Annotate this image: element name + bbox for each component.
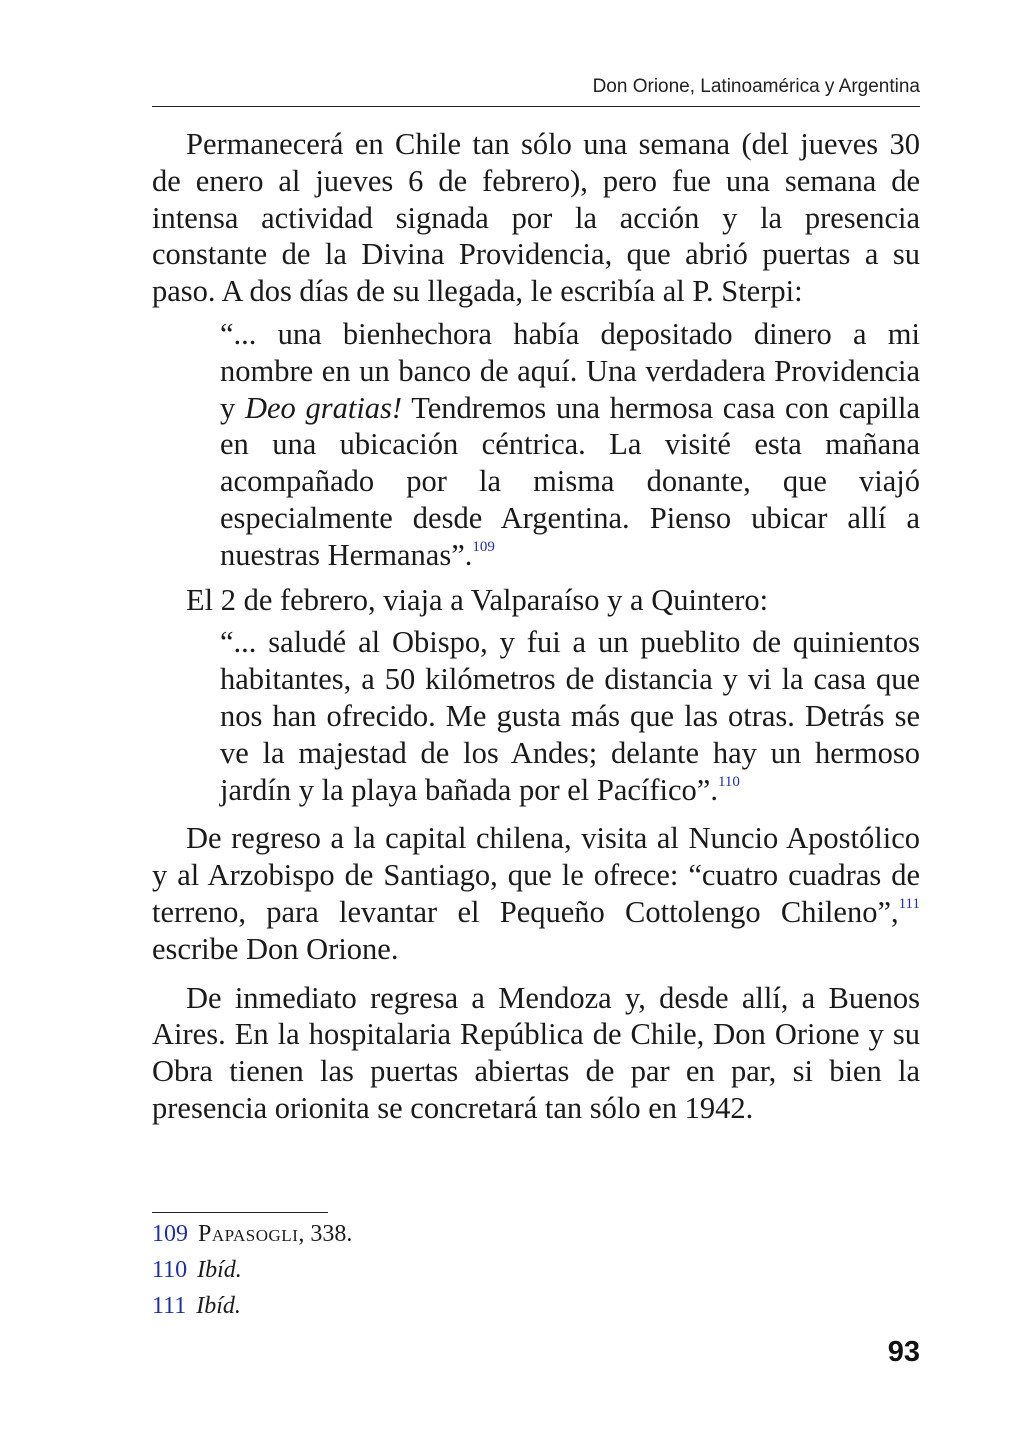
footnote-ref[interactable]: 110 xyxy=(717,773,740,790)
footnote-item xyxy=(152,1288,920,1324)
footnote-text: Ibíd. xyxy=(197,1257,242,1283)
quote-text: “... saludé al Obispo, y fui a un pueblito de quinientos habitantes, a 50 kilómetros de distancia y vi la casa que nos han ofrecido. Me gusta más que las otras. Detrás se ve la majestad de los Andes; delante hay un hermoso jardín y la playa bañada por el Pacífico”. xyxy=(220,625,920,807)
paragraph: Permanecerá en Chile tan sólo una semana (del jueves 30 de enero al jueves 6 de febrero), pero fue una semana de intensa actividad signada por la acción y la presencia constante de la Divina Providencia, que abrió puertas a su paso. A dos días de su llegada, le escribía al P. Sterpi: xyxy=(152,127,920,309)
footnote-number: 110 xyxy=(152,1257,188,1283)
footnotes xyxy=(152,1216,920,1324)
block-quote xyxy=(220,624,920,808)
footnote-item xyxy=(152,1216,920,1252)
footnote-number: 109 xyxy=(152,1221,188,1247)
footnote-divider xyxy=(152,1212,328,1213)
footnote-ref[interactable]: 111 xyxy=(898,895,920,912)
paragraph: De inmediato regresa a Mendoza y, desde allí, a Buenos Aires. En la hospitalaria República de Chile, Don Orione y su Obra tienen las puertas abiertas de par en par, si bien la presencia orionita se concretará tan sólo en 1942. xyxy=(152,980,920,1125)
block-quote xyxy=(220,316,920,574)
footnote-number: 111 xyxy=(152,1293,187,1319)
paragraph xyxy=(152,820,920,967)
paragraph: El 2 de febrero, viaja a Valparaíso y a Quintero: xyxy=(186,582,769,617)
quote-text: Tendremos una hermosa casa con capilla en una ubicación céntrica. La visité esta mañana acompañado por la misma donante, que viajó especialmente desde Argentina. Pienso ubicar allí a nuestras Hermanas”. xyxy=(220,390,920,572)
quote-italic-text: Deo gratias! xyxy=(244,390,403,425)
footnote-text: Ibíd. xyxy=(196,1293,241,1319)
footnote-item xyxy=(152,1252,920,1288)
paragraph-text: escribe Don Orione. xyxy=(152,931,399,966)
quote-text: “... una bienhechora había depositado dinero a mi nombre en un banco de aquí. Una verdadera Providencia y xyxy=(220,316,920,425)
main-text xyxy=(152,126,920,1127)
footnote-text: , 338. xyxy=(298,1221,353,1247)
page-number: 93 xyxy=(887,1336,920,1368)
running-header xyxy=(152,72,920,107)
footnote-author: Papasogli xyxy=(198,1221,299,1247)
paragraph-text: De regreso a la capital chilena, visita al Nuncio Apostólico y al Arzobispo de Santiago, que le ofrece: “cuatro cuadras de terreno, para levantar el Pequeño Cottolengo Chileno”, xyxy=(152,821,920,929)
running-title: Don Orione, Latinoamérica y Argentina xyxy=(592,76,920,97)
footnote-ref[interactable]: 109 xyxy=(472,538,495,555)
